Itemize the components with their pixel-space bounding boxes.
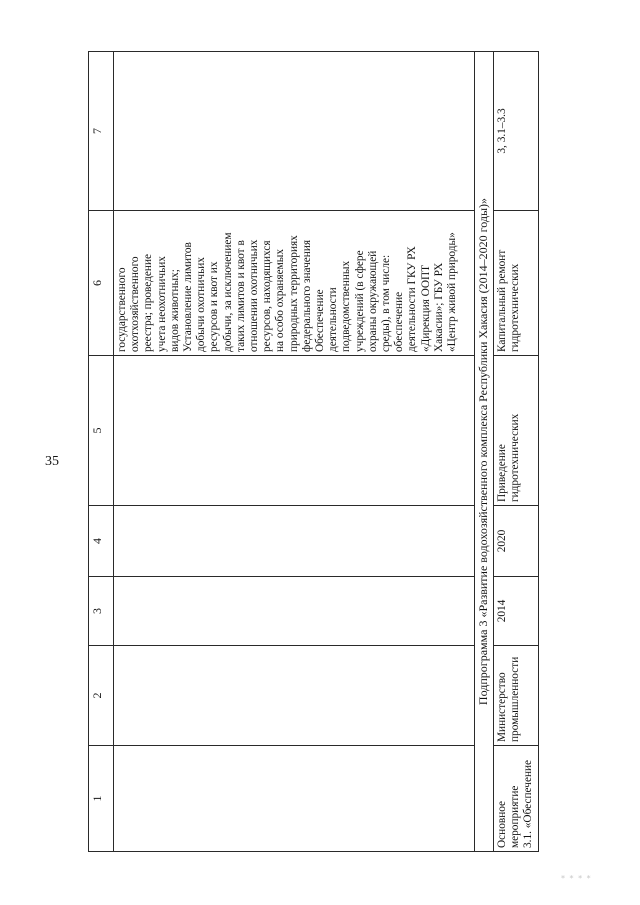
activity-row xyxy=(494,52,539,852)
subprogram-row xyxy=(475,52,494,852)
page-number: 35 xyxy=(45,454,59,469)
continued-cell-3 xyxy=(114,577,475,646)
activity-cell-1: Основное мероприятие 3.1. «Обеспечение xyxy=(494,746,539,852)
activity-cell-6: Капитальный ремонт гидротехнических xyxy=(494,211,539,356)
activity-cell-3: 2014 xyxy=(494,577,539,646)
activity-cell-5: Приведение гидротехнических xyxy=(494,356,539,506)
col-number-4: 4 xyxy=(89,506,114,577)
col-number-5: 5 xyxy=(89,356,114,506)
col-number-3: 3 xyxy=(89,577,114,646)
continued-row xyxy=(114,52,475,852)
activity-cell-2: Министерство промышленности xyxy=(494,646,539,746)
continued-cell-5 xyxy=(114,356,475,506)
subprogram-title: Подпрограмма 3 «Развитие водохозяйственного комплекса Республики Хакасия (2014–2020 годы)» xyxy=(475,52,494,852)
continued-cell-7 xyxy=(114,52,475,211)
column-number-row xyxy=(89,52,114,852)
col-number-6: 6 xyxy=(89,211,114,356)
continued-cell-4 xyxy=(114,506,475,577)
activity-cell-4: 2020 xyxy=(494,506,539,577)
program-table xyxy=(88,51,539,852)
continued-cell-6: государственного охотхозяйственного реестра; проведение учета неохотничьих видов животных; Установление лимитов добычи охотничьих ресурсов и квот их добычи, за исключением таких лимитов и квот в отношении охотничьих ресурсов, находящихся на особо охраняемых природных территориях федерального значения Обеспечение деятельности подведомственных учреждений (в сфере охраны окружающей среды), в том числе: обеспечение деятельности ГКУ РХ «Дирекция ООПТ Хакасии»; ГБУ РХ «Центр живой природы» xyxy=(114,211,475,356)
continued-cell-2 xyxy=(114,646,475,746)
continued-cell-1 xyxy=(114,746,475,852)
activity-cell-7: 3, 3.1–3.3 xyxy=(494,52,539,211)
col-number-1: 1 xyxy=(89,746,114,852)
col-number-2: 2 xyxy=(89,646,114,746)
rotated-page-content xyxy=(88,52,560,852)
col-number-7: 7 xyxy=(89,52,114,211)
scan-mark: * * * * xyxy=(561,874,592,883)
